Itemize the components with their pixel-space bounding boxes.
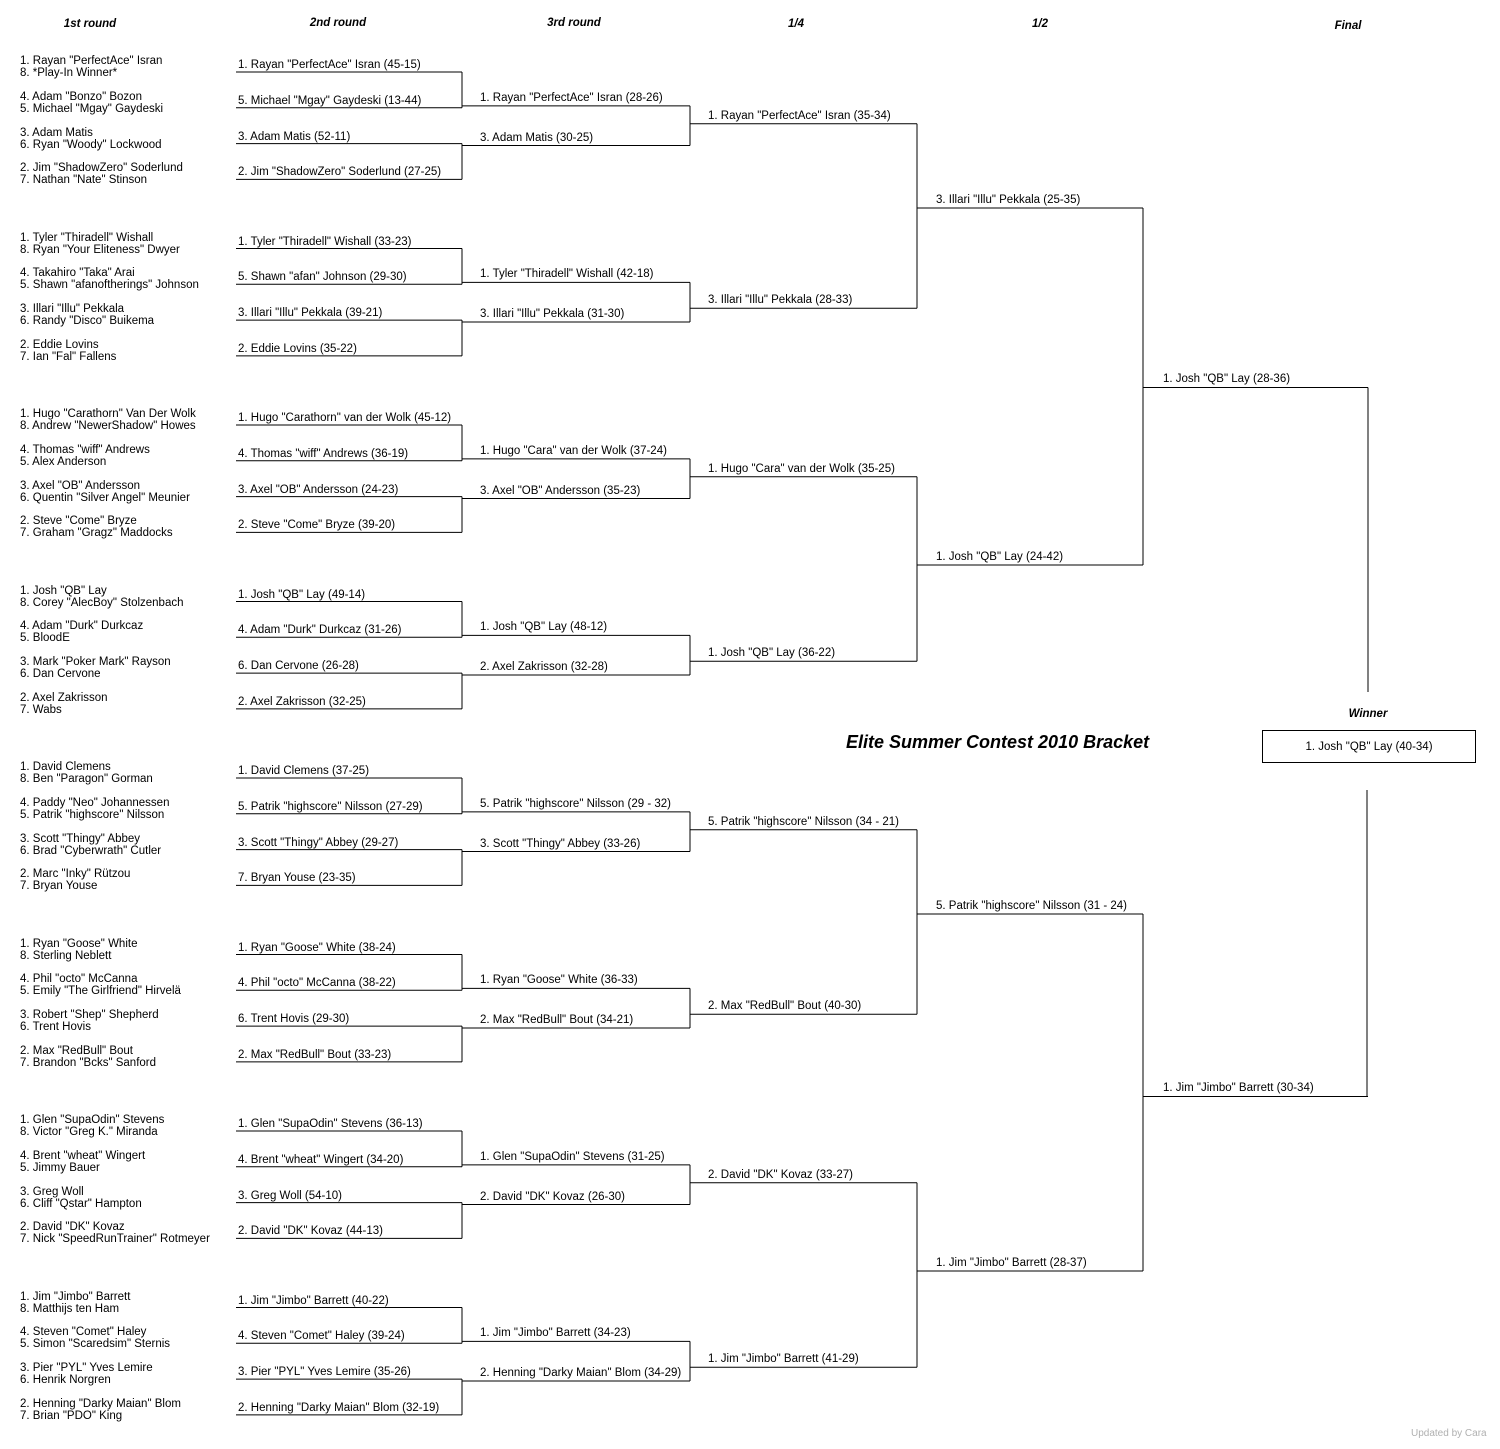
round3-entry: 3. Illari "Illu" Pekkala (31-30) bbox=[480, 308, 625, 320]
round3-entry: 1. Glen "SupaOdin" Stevens (31-25) bbox=[480, 1150, 665, 1163]
round-header-final: Final bbox=[1334, 20, 1362, 32]
round1-entry: 1. David Clemens bbox=[20, 761, 111, 773]
winner-name: 1. Josh "QB" Lay (40-34) bbox=[1305, 740, 1433, 753]
round1-entry: 6. Brad "Cyberwrath" Cutler bbox=[20, 844, 162, 857]
round3-entry: 2. Henning "Darky Maian" Blom (34-29) bbox=[480, 1367, 682, 1379]
round3-entry: 2. David "DK" Kovaz (26-30) bbox=[480, 1190, 625, 1203]
round2-entry: 2. Axel Zakrisson (32-25) bbox=[238, 695, 366, 708]
round1-entry: 7. Nick "SpeedRunTrainer" Rotmeyer bbox=[20, 1233, 210, 1246]
round2-entry: 5. Patrik "highscore" Nilsson (27-29) bbox=[238, 800, 423, 813]
round2-entry: 1. Josh "QB" Lay (49-14) bbox=[238, 588, 366, 601]
round1-entry: 7. Graham "Gragz" Maddocks bbox=[20, 527, 173, 540]
round1-entry: 7. Brandon "Bcks" Sanford bbox=[20, 1056, 157, 1069]
round2-entry: 5. Shawn "afan" Johnson (29-30) bbox=[238, 271, 407, 284]
quarter-entry: 1. Rayan "PerfectAce" Isran (35-34) bbox=[708, 109, 891, 122]
round1-entry: 6. Randy "Disco" Buikema bbox=[20, 315, 155, 328]
round2-entry: 1. Jim "Jimbo" Barrett (40-22) bbox=[238, 1294, 389, 1307]
round3-entry: 1. Hugo "Cara" van der Wolk (37-24) bbox=[480, 444, 667, 457]
round1-entry: 5. BloodE bbox=[20, 632, 70, 645]
round1-entry: 1. Jim "Jimbo" Barrett bbox=[20, 1290, 131, 1303]
round1-entry: 5. Emily "The Girlfriend" Hirvelä bbox=[20, 985, 181, 998]
round3-entry: 5. Patrik "highscore" Nilsson (29 - 32) bbox=[480, 797, 671, 810]
round3-entry: 3. Adam Matis (30-25) bbox=[480, 131, 594, 144]
round1-entry: 7. Brian "PDO" King bbox=[20, 1409, 123, 1422]
round3-entry: 1. Jim "Jimbo" Barrett (34-23) bbox=[480, 1327, 631, 1340]
round1-entry: 3. Pier "PYL" Yves Lemire bbox=[20, 1362, 153, 1375]
round-header-1st: 1st round bbox=[63, 18, 117, 30]
round1-entry: 3. Scott "Thingy" Abbey bbox=[20, 832, 141, 845]
round2-entry: 4. Thomas "wiff" Andrews (36-19) bbox=[238, 447, 409, 460]
round1-entry: 3. Axel "OB" Andersson bbox=[20, 479, 141, 492]
round1-entry: 5. Shawn "afanoftherings" Johnson bbox=[20, 279, 199, 292]
bracket-title: Elite Summer Contest 2010 Bracket bbox=[846, 732, 1150, 752]
round2-entry: 7. Bryan Youse (23-35) bbox=[238, 872, 356, 885]
round2-entry: 3. Scott "Thingy" Abbey (29-27) bbox=[238, 836, 399, 849]
round2-entry: 1. David Clemens (37-25) bbox=[238, 765, 370, 777]
round1-entry: 1. Ryan "Goose" White bbox=[20, 937, 138, 950]
round-header-semi: 1/2 bbox=[1032, 18, 1048, 30]
round1-entry: 3. Illari "Illu" Pekkala bbox=[20, 303, 125, 316]
round1-entry: 6. Henrik Norgren bbox=[20, 1374, 111, 1387]
round1-entry: 3. Robert "Shep" Shepherd bbox=[20, 1009, 159, 1022]
round1-entry: 6. Trent Hovis bbox=[20, 1021, 91, 1034]
round2-entry: 1. Rayan "PerfectAce" Isran (45-15) bbox=[238, 59, 421, 71]
round1-entry: 6. Dan Cervone bbox=[20, 668, 101, 681]
round2-entry: 2. Max "RedBull" Bout (33-23) bbox=[238, 1048, 392, 1061]
round-header-3rd: 3rd round bbox=[547, 17, 601, 29]
semi-entry: 3. Illari "Illu" Pekkala (25-35) bbox=[936, 193, 1081, 206]
round1-entry: 1. Glen "SupaOdin" Stevens bbox=[20, 1114, 165, 1126]
round2-entry: 2. Henning "Darky Maian" Blom (32-19) bbox=[238, 1401, 440, 1414]
quarter-entry: 2. Max "RedBull" Bout (40-30) bbox=[708, 1000, 862, 1013]
round1-entry: 8. Corey "AlecBoy" Stolzenbach bbox=[20, 596, 184, 609]
quarter-entry: 1. Jim "Jimbo" Barrett (41-29) bbox=[708, 1353, 859, 1366]
round1-entry: 4. Adam "Durk" Durkcaz bbox=[20, 620, 144, 633]
round2-entry: 4. Brent "wheat" Wingert (34-20) bbox=[238, 1153, 404, 1166]
round2-entry: 1. Ryan "Goose" White (38-24) bbox=[238, 941, 396, 954]
round2-entry: 2. David "DK" Kovaz (44-13) bbox=[238, 1225, 383, 1238]
round2-entry: 3. Greg Woll (54-10) bbox=[238, 1189, 342, 1202]
round3-entry: 1. Rayan "PerfectAce" Isran (28-26) bbox=[480, 91, 663, 104]
round2-entry: 3. Illari "Illu" Pekkala (39-21) bbox=[238, 307, 383, 320]
round2-entry: 4. Adam "Durk" Durkcaz (31-26) bbox=[238, 624, 402, 637]
quarter-entry: 3. Illari "Illu" Pekkala (28-33) bbox=[708, 294, 853, 307]
semi-entry: 1. Josh "QB" Lay (24-42) bbox=[936, 550, 1064, 563]
round1-entry: 2. Max "RedBull" Bout bbox=[20, 1044, 133, 1057]
round1-entry: 6. Ryan "Woody" Lockwood bbox=[20, 138, 162, 151]
round2-entry: 5. Michael "Mgay" Gaydeski (13-44) bbox=[238, 94, 422, 107]
round1-entry: 4. Takahiro "Taka" Arai bbox=[20, 267, 135, 280]
round3-entry: 3. Axel "OB" Andersson (35-23) bbox=[480, 484, 641, 497]
round2-entry: 4. Phil "octo" McCanna (38-22) bbox=[238, 977, 396, 990]
round1-entry: 4. Thomas "wiff" Andrews bbox=[20, 443, 150, 456]
round2-entry: 1. Tyler "Thiradell" Wishall (33-23) bbox=[238, 235, 412, 248]
round1-entry: 4. Brent "wheat" Wingert bbox=[20, 1149, 146, 1162]
round1-entry: 8. Sterling Neblett bbox=[20, 949, 112, 962]
credit-text: Updated by Cara bbox=[1411, 1428, 1487, 1439]
round2-entry: 1. Glen "SupaOdin" Stevens (36-13) bbox=[238, 1118, 423, 1130]
round1-entry: 6. Cliff "Qstar" Hampton bbox=[20, 1197, 142, 1210]
round3-entry: 3. Scott "Thingy" Abbey (33-26) bbox=[480, 837, 641, 850]
round3-entry: 1. Josh "QB" Lay (48-12) bbox=[480, 621, 608, 634]
quarter-entry: 5. Patrik "highscore" Nilsson (34 - 21) bbox=[708, 815, 899, 828]
quarter-entry: 1. Hugo "Cara" van der Wolk (35-25) bbox=[708, 462, 895, 475]
round1-entry: 4. Steven "Comet" Haley bbox=[20, 1326, 147, 1339]
round2-entry: 6. Trent Hovis (29-30) bbox=[238, 1013, 350, 1026]
round1-entry: 1. Tyler "Thiradell" Wishall bbox=[20, 231, 154, 244]
round2-entry: 4. Steven "Comet" Haley (39-24) bbox=[238, 1330, 405, 1343]
round2-entry: 1. Hugo "Carathorn" van der Wolk (45-12) bbox=[238, 412, 452, 424]
round1-entry: 2. Marc "Inky" Rützou bbox=[20, 868, 131, 881]
round1-entry: 5. Alex Anderson bbox=[20, 455, 107, 468]
round-header-2nd: 2nd round bbox=[309, 17, 367, 29]
round1-entry: 2. Axel Zakrisson bbox=[20, 691, 108, 704]
round1-entry: 7. Ian "Fal" Fallens bbox=[20, 350, 117, 363]
semi-entry: 5. Patrik "highscore" Nilsson (31 - 24) bbox=[936, 899, 1127, 912]
round1-entry: 8. Andrew "NewerShadow" Howes bbox=[20, 420, 196, 432]
round1-entry: 3. Greg Woll bbox=[20, 1185, 84, 1198]
round1-entry: 1. Rayan "PerfectAce" Isran bbox=[20, 55, 163, 67]
round3-entry: 2. Axel Zakrisson (32-28) bbox=[480, 661, 608, 673]
quarter-entry: 1. Josh "QB" Lay (36-22) bbox=[708, 647, 836, 660]
round2-entry: 3. Axel "OB" Andersson (24-23) bbox=[238, 483, 399, 496]
round2-entry: 2. Eddie Lovins (35-22) bbox=[238, 342, 357, 355]
round1-entry: 7. Nathan "Nate" Stinson bbox=[20, 174, 148, 187]
round1-entry: 2. David "DK" Kovaz bbox=[20, 1221, 125, 1234]
winner-label: Winner bbox=[1348, 708, 1388, 720]
round1-entry: 7. Wabs bbox=[20, 703, 62, 716]
final-entry: 1. Jim "Jimbo" Barrett (30-34) bbox=[1163, 1082, 1314, 1095]
round1-entry: 5. Patrik "highscore" Nilsson bbox=[20, 808, 165, 821]
round1-entry: 6. Quentin "Silver Angel" Meunier bbox=[20, 491, 190, 504]
round-header-quarter: 1/4 bbox=[788, 18, 804, 30]
round2-entry: 2. Steve "Come" Bryze (39-20) bbox=[238, 519, 396, 532]
winner-box bbox=[1262, 730, 1476, 763]
round1-entry: 8. Matthijs ten Ham bbox=[20, 1302, 120, 1315]
round1-entry: 4. Paddy "Neo" Johannessen bbox=[20, 796, 170, 809]
round1-entry: 5. Michael "Mgay" Gaydeski bbox=[20, 102, 164, 115]
final-entry: 1. Josh "QB" Lay (28-36) bbox=[1163, 373, 1291, 386]
round1-entry: 8. Victor "Greg K." Miranda bbox=[20, 1126, 158, 1138]
round1-entry: 8. Ben "Paragon" Gorman bbox=[20, 773, 153, 785]
round1-entry: 2. Henning "Darky Maian" Blom bbox=[20, 1397, 181, 1410]
round1-entry: 1. Hugo "Carathorn" Van Der Wolk bbox=[20, 408, 196, 420]
round1-entry: 8. *Play-In Winner* bbox=[20, 67, 118, 79]
round3-entry: 1. Ryan "Goose" White (36-33) bbox=[480, 974, 638, 987]
round3-entry: 1. Tyler "Thiradell" Wishall (42-18) bbox=[480, 268, 654, 281]
round1-entry: 2. Steve "Come" Bryze bbox=[20, 515, 137, 528]
round1-entry: 3. Mark "Poker Mark" Rayson bbox=[20, 656, 171, 669]
round1-entry: 4. Adam "Bonzo" Bozon bbox=[20, 90, 142, 103]
round2-entry: 6. Dan Cervone (26-28) bbox=[238, 660, 359, 673]
round2-entry: 3. Pier "PYL" Yves Lemire (35-26) bbox=[238, 1366, 411, 1379]
round1-entry: 1. Josh "QB" Lay bbox=[20, 584, 107, 597]
round1-entry: 5. Jimmy Bauer bbox=[20, 1161, 100, 1174]
round2-entry: 2. Jim "ShadowZero" Soderlund (27-25) bbox=[238, 166, 442, 179]
round1-entry: 3. Adam Matis bbox=[20, 126, 93, 139]
round1-entry: 4. Phil "octo" McCanna bbox=[20, 973, 138, 986]
round1-entry: 8. Ryan "Your Eliteness" Dwyer bbox=[20, 243, 180, 256]
round3-entry: 2. Max "RedBull" Bout (34-21) bbox=[480, 1014, 634, 1026]
round1-entry: 2. Jim "ShadowZero" Soderlund bbox=[20, 162, 183, 175]
semi-entry: 1. Jim "Jimbo" Barrett (28-37) bbox=[936, 1256, 1087, 1269]
round2-entry: 3. Adam Matis (52-11) bbox=[238, 130, 351, 143]
quarter-entry: 2. David "DK" Kovaz (33-27) bbox=[708, 1168, 853, 1181]
round1-entry: 2. Eddie Lovins bbox=[20, 338, 99, 351]
round1-entry: 7. Bryan Youse bbox=[20, 880, 98, 893]
round1-entry: 5. Simon "Scaredsim" Sternis bbox=[20, 1338, 171, 1351]
